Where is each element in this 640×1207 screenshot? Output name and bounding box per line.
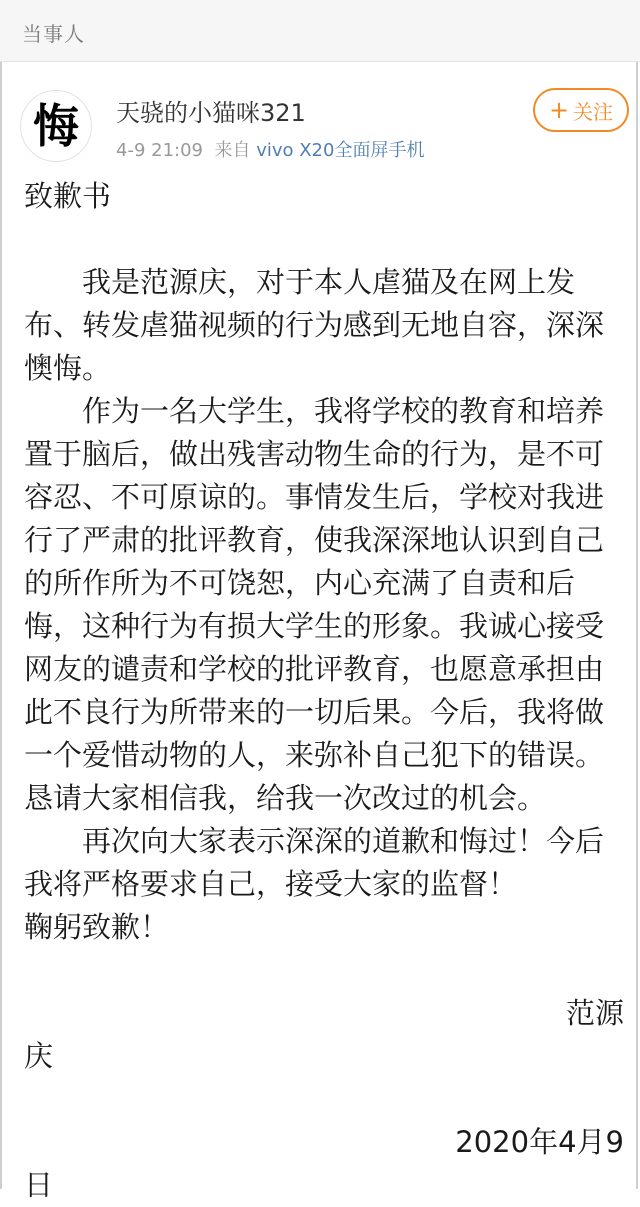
- top-bar: [0, 0, 640, 62]
- post-paragraph: 再次向大家表示深深的道歉和悔过！今后我将严格要求自己，接受大家的监督！: [24, 824, 605, 901]
- signature-second-line: 庆: [24, 1039, 54, 1073]
- post-time: 4-9 21:09: [116, 140, 203, 161]
- author-name[interactable]: 天骁的小猫咪321: [116, 99, 306, 127]
- letter-date: 2020年4月9: [455, 1125, 624, 1159]
- letter-date-tail: 日: [24, 1168, 54, 1202]
- post-paragraph: 作为一名大学生，我将学校的教育和培养置于脑后，做出残害动物生命的行为，是不可容忍、不可原谅的。事情发生后，学校对我进行了严肃的批评教育，使我深深地认识到自己的所作所为不可饶恕，内心充满了自责和后悔，这种行为有损大学生的形象。我诚心接受网友的谴责和学校的批评教育，也愿意承担由此不良行为所带来的一切后果。今后，我将做一个爱惜动物的人，来弥补自己犯下的错误。恳请大家相信我，给我一次改过的机会。: [24, 394, 605, 815]
- post-heading: 致歉书: [24, 179, 112, 213]
- post-source-prefix: 来自: [214, 140, 251, 161]
- post-paragraph: 我是范源庆，对于本人虐猫及在网上发布、转发虐猫视频的行为感到无地自容，深深懊悔。: [24, 265, 605, 385]
- post-body: [24, 175, 624, 1207]
- avatar[interactable]: [20, 90, 92, 162]
- avatar-image: 悔: [33, 99, 79, 153]
- plus-icon: +: [548, 96, 570, 124]
- page-title: 当事人: [22, 22, 85, 46]
- post-device-link[interactable]: vivo X20全面屏手机: [256, 140, 425, 161]
- follow-button[interactable]: [533, 88, 629, 132]
- post-closing: 鞠躬致歉！: [24, 910, 170, 944]
- post-meta: [116, 136, 424, 162]
- follow-button-label: 关注: [573, 99, 614, 124]
- signature-first-line: 范源: [565, 996, 624, 1030]
